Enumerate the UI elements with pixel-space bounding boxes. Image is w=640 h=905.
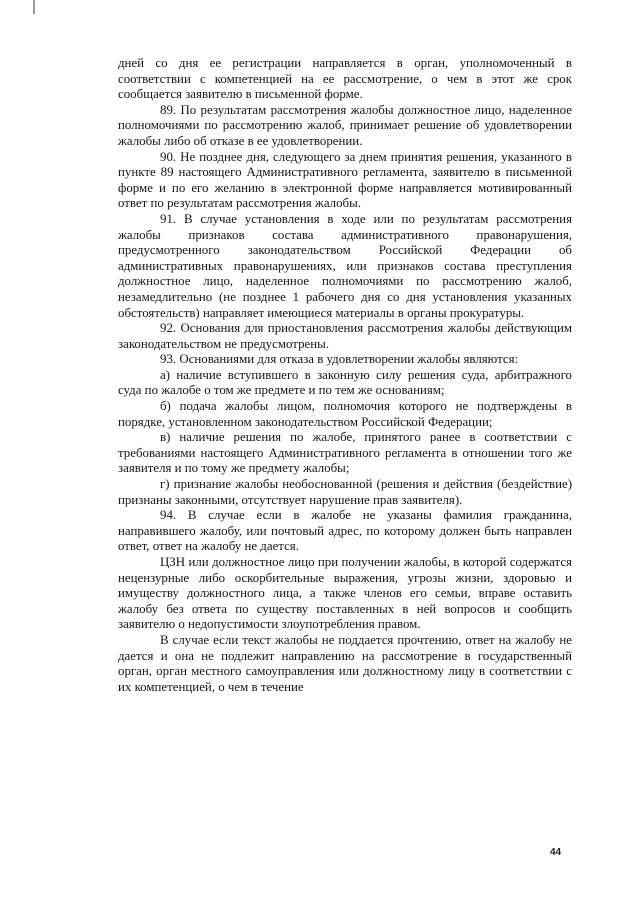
paragraph-92: 92. Основания для приостановления рассмотрения жалобы действующим законодательством не предусмотрены. [118,321,572,351]
paragraph-91: 91. В случае установления в ходе или по результатам рассмотрения жалобы признаков состава административного правонарушения, предусмотренного законодательством Российской Федерации об административных правонарушениях, или признаков состава преступления должностное лицо, наделенное полномочиями по рассмотрению жалоб, незамедлительно (не позднее 1 рабочего дня со дня установления указанных обстоятельств) направляет имеющиеся материалы в органы прокуратуры. [118,211,572,320]
paragraph-94: 94. В случае если в жалобе не указаны фамилия гражданина, направившего жалобу, или почтовый адрес, по которому должен быть направлен ответ, ответ на жалобу не дается. [118,508,572,554]
page-text [118,56,572,695]
paragraph-93-g: г) признание жалобы необоснованной (решения и действия (бездействие) признаны законными, отсутствует нарушение прав заявителя). [118,477,572,507]
page-number: 44 [550,847,562,858]
paragraph-93-v: в) наличие решения по жалобе, принятого ранее в соответствии с требованиями настоящего Административного регламента в отношении того же заявителя и по тому же предмету жалобы; [118,430,572,476]
paragraph-90: 90. Не позднее дня, следующего за днем принятия решения, указанного в пункте 89 настоящего Административного регламента, заявителю в письменной форме и по его желанию в электронной форме направляется мотивированный ответ по результатам рассмотрения жалобы. [118,149,572,211]
paragraph-continuation: дней со дня ее регистрации направляется в орган, уполномоченный в соответствии с компетенцией на ее рассмотрение, о чем в этот же срок сообщается заявителю в письменной форме. [118,56,572,102]
margin-line [33,0,35,14]
paragraph-czn: ЦЗН или должностное лицо при получении жалобы, в которой содержатся нецензурные либо оскорбительные выражения, угрозы жизни, здоровью и имуществу должностного лица, а также членов его семьи, вправе оставить жалобу без ответа по существу поставленных в ней вопросов и сообщить заявителю о недопустимости злоупотребления правом. [118,555,572,632]
paragraph-93: 93. Основаниями для отказа в удовлетворении жалобы являются: [160,352,519,367]
paragraph-unreadable: В случае если текст жалобы не поддается прочтению, ответ на жалобу не дается и она не подлежит направлению на рассмотрение в государственный орган, орган местного самоуправления или должностному лицу в соответствии с их компетенцией, о чем в течение [118,632,572,694]
paragraph-89: 89. По результатам рассмотрения жалобы должностное лицо, наделенное полномочиями по рассмотрению жалоб, принимает решение об удовлетворении жалобы либо об отказе в ее удовлетворении. [118,102,572,148]
paragraph-93-b: б) подача жалобы лицом, полномочия которого не подтверждены в порядке, установленном законодательством Российской Федерации; [118,399,572,429]
paragraph-93-a: а) наличие вступившего в законную силу решения суда, арбитражного суда по жалобе о том же предмете и по тем же основаниям; [118,367,572,398]
